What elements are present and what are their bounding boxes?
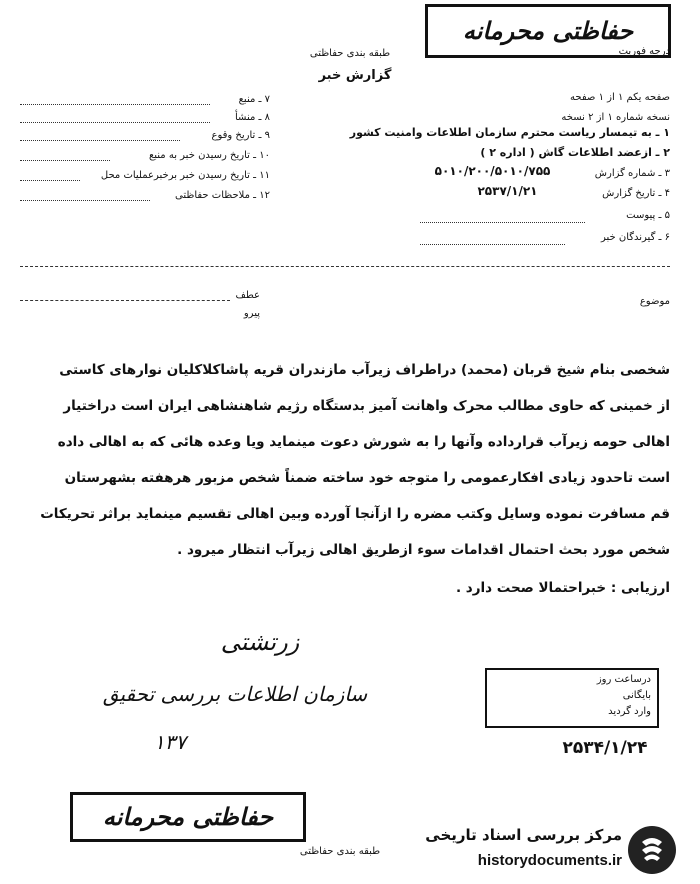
occurrence-date-label: ۹ ـ تاریخ وقوع xyxy=(211,130,270,141)
body-line-3: اهالی حومه زیرآب قرارداده وآنها را به شورش دعوت مینماید ویا وعده هائی که به اهالی داده xyxy=(57,434,670,450)
receipt-stamp-archive: بایگانی xyxy=(622,690,651,701)
reference-line xyxy=(20,300,230,301)
origin-line xyxy=(20,122,210,123)
priority-label: درجه فوریت xyxy=(618,46,670,57)
body-line-2: از خمینی که حاوی مطالب محرک واهانت آمیز بدستگاه رژیم شاهنشاهی ایران است دراختیار xyxy=(63,398,670,414)
source-line xyxy=(20,104,210,105)
attachment-label: ۵ ـ پیوست xyxy=(626,210,670,221)
assessment-line: ارزیابی : خبراحتمالا صحت دارد . xyxy=(455,580,670,596)
top-confidential-stamp: حفاظتی محرمانه xyxy=(425,4,671,58)
local-receipt-date-label: ۱۱ ـ تاریخ رسیدن خبر برخبرعملیات محل xyxy=(100,170,270,181)
copy-line: نسخه شماره ۱ از ۲ نسخه xyxy=(561,112,670,123)
signature-title: سازمان اطلاعات بررسی تحقیق xyxy=(102,682,368,706)
receipt-stamp-entered: وارد گردید xyxy=(608,706,651,717)
classification-label: طبقه بندی حفاظتی xyxy=(309,48,391,59)
receipt-stamp xyxy=(485,668,659,728)
separator-line xyxy=(20,266,670,267)
watermark-website: historydocuments.ir xyxy=(477,852,622,869)
attachment-line xyxy=(420,222,585,223)
body-line-5: قم مسافرت نموده وسایل وکتب مضره را ازآنجا آورده وبین اهالی تقسیم مینماید براثر تحریکات xyxy=(40,506,670,522)
security-notes-line xyxy=(20,200,150,201)
subject-label: موضوع xyxy=(639,296,670,307)
bottom-classification-label: طبقه بندی حفاظتی xyxy=(299,846,381,857)
recipients-line xyxy=(420,244,565,245)
from-line: ۲ ـ ازعضد اطلاعات گاش ( اداره ۲ ) xyxy=(480,146,670,159)
watermark-center-name: مرکز بررسی اسناد تاریخی xyxy=(425,826,622,844)
security-notes-label: ۱۲ ـ ملاحظات حفاظتی xyxy=(175,190,270,201)
source-receipt-date-label: ۱۰ ـ تاریخ رسیدن خبر به منبع xyxy=(148,150,270,161)
receipt-date: ۲۵۳۴/۱/۲۴ xyxy=(562,738,648,758)
atf-label: عطف xyxy=(235,290,260,301)
origin-label: ۸ ـ منشأ xyxy=(234,112,270,123)
source-receipt-date-line xyxy=(20,160,110,161)
peyro-label: پیرو xyxy=(243,308,260,319)
source-label: ۷ ـ منبع xyxy=(238,94,270,105)
report-number-label: ۳ ـ شماره گزارش xyxy=(594,168,670,179)
report-number-value: ۵۰۱۰/۲۰۰/۵۰۱۰/۷۵۵ xyxy=(434,164,551,178)
report-date-label: ۴ ـ تاریخ گزارش xyxy=(602,188,670,199)
report-title: گزارش خبر xyxy=(318,68,392,83)
receipt-stamp-time: درساعت روز xyxy=(596,674,651,685)
report-date-value: ۲۵۳۷/۱/۲۱ xyxy=(477,184,538,198)
bottom-confidential-stamp: حفاظتی محرمانه xyxy=(70,792,306,842)
watermark-logo-icon xyxy=(628,826,676,874)
watermark-logo-glyph xyxy=(628,826,676,874)
local-receipt-date-line xyxy=(20,180,80,181)
body-line-4: است تاحدود زیادی افکارعمومی را متوجه خود ساخته ضمناً شخص مزبور هرهفته بشهرستان xyxy=(64,470,670,486)
signature-number: ۱۳۷ xyxy=(153,730,187,754)
page-line: صفحه یکم ۱ از ۱ صفحه xyxy=(570,92,670,103)
recipients-label: ۶ ـ گیرندگان خبر xyxy=(600,232,670,243)
body-line-1: شخصی بنام شیخ قربان (محمد) دراطراف زیرآب مازندران قریه پاشاکلاکلیان نوارهای کاستی xyxy=(59,362,670,378)
recipient-line: ۱ ـ به تیمسار ریاست محترم سازمان اطلاعات وامنیت کشور xyxy=(349,126,670,139)
signature-name: زرتشتی xyxy=(220,628,300,656)
body-line-6: شخص مورد بحث احتمال اقدامات سوء ازطریق اهالی زیرآب انتظار میرود . xyxy=(177,542,670,558)
occurrence-date-line xyxy=(20,140,180,141)
